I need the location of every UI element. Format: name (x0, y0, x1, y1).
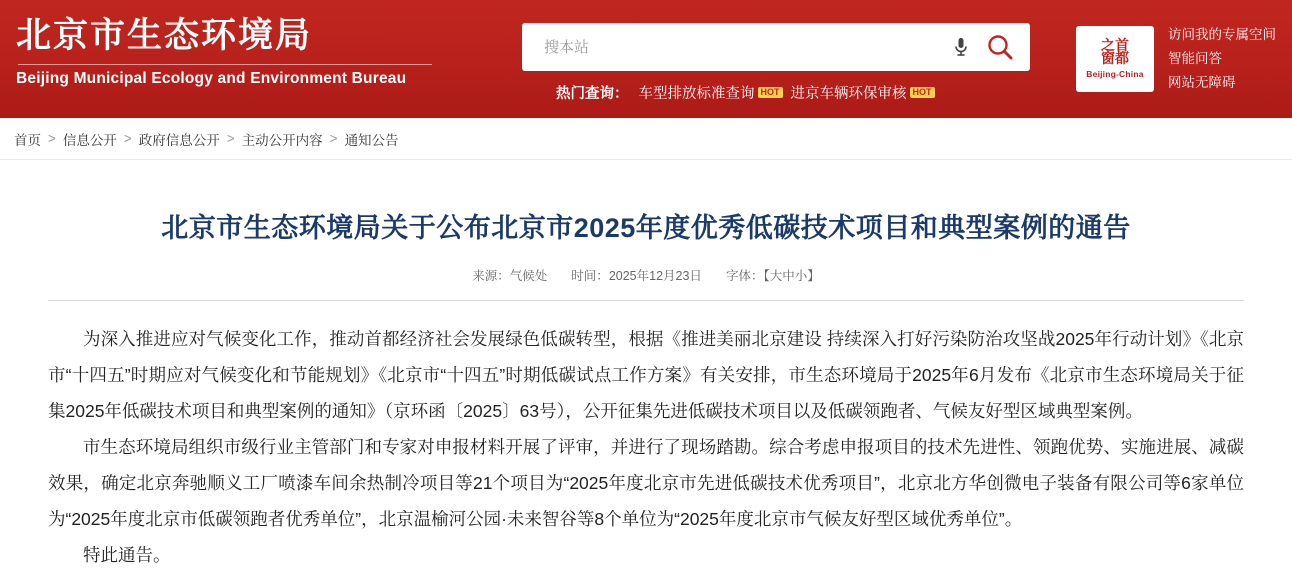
hot-search-row (522, 82, 1030, 103)
hot-link-emission-standard[interactable]: 车型排放标准查询 (638, 86, 755, 102)
meta-source-label: 来源： (472, 269, 510, 284)
meta-font-label: 字体： (725, 269, 764, 284)
seal-char-3: 窗 (1101, 50, 1115, 66)
breadcrumb-separator-2: > (123, 131, 132, 146)
breadcrumb-separator-1: > (48, 131, 56, 146)
article-body (48, 321, 1244, 573)
breadcrumb (0, 118, 1292, 160)
link-accessibility[interactable]: 网站无障碍 (1168, 75, 1236, 90)
search-bar[interactable] (522, 23, 1030, 71)
hot-tag-2: HOT (910, 87, 935, 98)
link-my-space[interactable]: 访问我的专属空间 (1168, 27, 1276, 42)
article-paragraph-3: 特此通告。 (83, 545, 171, 566)
seal-char-4: 都 (1115, 50, 1129, 66)
breadcrumb-item-home[interactable]: 首页 (14, 132, 41, 148)
meta-source-value: 气候处 (509, 269, 548, 284)
seal-subtitle: Beijing-China (1086, 69, 1144, 79)
site-header (0, 0, 1292, 118)
article (48, 160, 1244, 573)
meta-font-size[interactable] (726, 266, 820, 284)
breadcrumb-separator-3: > (226, 131, 235, 146)
breadcrumb-item-notice[interactable]: 通知公告 (344, 132, 399, 148)
font-size-options[interactable]: 【大中小】 (763, 269, 820, 284)
page-title: 北京市生态环境局关于公布北京市2025年度优秀低碳技术项目和典型案例的通告 (161, 213, 1131, 244)
article-meta (48, 266, 1244, 284)
hot-link-vehicle-review[interactable]: 进京车辆环保审核 (790, 86, 907, 102)
breadcrumb-item-gov-info[interactable]: 政府信息公开 (138, 132, 220, 148)
article-paragraph-2: 市生态环境局组织市级行业主管部门和专家对申报材料开展了评审，并进行了现场踏勘。综合考虑申报项目的技术先进性、领跑优势、实施进展、减碳效果，确定北京奔驰顺义工厂喷漆车间余热制冷项目等21个项目为“2025年度北京市先进低碳技术优秀项目”，北京北方华创微电子装备有限公司等6家单位为“2025年度北京市低碳领跑者优秀单位”，北京温榆河公园·未来智谷等8个单位为“2025年度北京市气候友好型区域优秀单位”。 (48, 437, 1244, 530)
search-block (522, 23, 1030, 103)
brand-title-en: Beijing Municipal Ecology and Environment Bureau (16, 70, 407, 87)
seal-char-2: 首 (1115, 37, 1129, 53)
header-right-area (1076, 0, 1292, 118)
article-divider (48, 300, 1244, 301)
header-utility-links (1168, 23, 1292, 95)
seal-glyphs (1098, 39, 1132, 65)
brand-title-cn: 北京市生态环境局 (16, 16, 313, 55)
brand-divider (18, 64, 432, 65)
breadcrumb-item-info-disclosure[interactable]: 信息公开 (62, 132, 117, 148)
seal-char-1: 之 (1101, 37, 1115, 53)
article-paragraph-1: 为深入推进应对气候变化工作，推动首都经济社会发展绿色低碳转型，根据《推进美丽北京建设 持续深入打好污染防治攻坚战2025年行动计划》《北京市“十四五”时期应对气候变化和节能规划》《北京市“十四五”时期低碳试点工作方案》有关安排，市生态环境局于2025年6月发布《北京市生态环境局关于征集2025年低碳技术项目和典型案例的通知》（京环函〔2025〕63号），公开征集先进低碳技术项目以及低碳领跑者、气候友好型区域典型案例。 (48, 329, 1244, 422)
hot-tag-1: HOT (758, 87, 783, 98)
hot-search-label: 热门查询： (556, 86, 629, 102)
meta-time (571, 266, 702, 284)
microphone-icon[interactable] (948, 34, 974, 60)
breadcrumb-item-active-disclosure[interactable]: 主动公开内容 (241, 132, 323, 148)
meta-time-label: 时间： (571, 269, 609, 284)
search-input[interactable] (542, 38, 948, 57)
capital-window-logo[interactable] (1076, 26, 1154, 92)
breadcrumb-separator-4: > (329, 131, 338, 146)
meta-source (472, 266, 547, 284)
magnifier-icon[interactable] (984, 32, 1018, 62)
link-smart-qa[interactable]: 智能问答 (1168, 51, 1222, 66)
site-brand[interactable] (0, 0, 430, 88)
meta-time-value: 2025年12月23日 (608, 269, 702, 284)
